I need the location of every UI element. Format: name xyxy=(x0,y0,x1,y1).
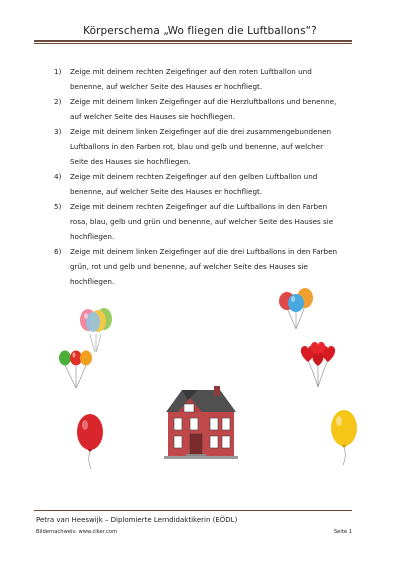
instruction-item xyxy=(54,124,354,169)
instruction-line: rosa, blau, gelb und grün und benenne, auf welcher Seite des Hauses sie xyxy=(70,217,334,226)
instruction-item xyxy=(54,199,354,244)
footer-author: Petra van Heeswijk – Diplomierte Lerndidaktikerin (EÖDL) xyxy=(36,516,238,524)
instruction-item xyxy=(54,64,354,94)
instruction-item xyxy=(54,244,354,289)
instruction-line: auf welcher Seite des Hauses sie hochfliegen. xyxy=(70,112,236,121)
heart-balloons-icon xyxy=(296,340,340,388)
instruction-number: 1) xyxy=(54,67,62,76)
page-title: Körperschema „Wo fliegen die Luftballons“? xyxy=(83,25,317,37)
footer-credit: Bildernachweis: www.clker.com xyxy=(36,529,118,535)
instruction-item xyxy=(54,94,354,124)
instruction-line: Zeige mit deinem rechten Zeigefinger auf den roten Luftballon und xyxy=(70,67,312,76)
instruction-line: hochfliegen. xyxy=(70,277,115,286)
instruction-line: Seite des Hauses sie hochfliegen. xyxy=(70,157,191,166)
header-rule xyxy=(34,40,352,42)
instruction-line: Zeige mit deinem rechten Zeigefinger auf den gelben Luftballon und xyxy=(70,172,318,181)
instruction-number: 3) xyxy=(54,127,62,136)
header-rule-thin xyxy=(34,43,352,44)
house-icon xyxy=(160,386,240,460)
balloons-pink-blue-yellow-green-icon xyxy=(76,304,116,354)
instruction-line: Zeige mit deinem linken Zeigefinger auf die drei Luftballons in den Farben xyxy=(70,247,338,256)
page-number: Seite 1 xyxy=(333,529,352,535)
instruction-line: Zeige mit deinem rechten Zeigefinger auf die Luftballons in den Farben xyxy=(70,202,328,211)
instruction-line: benenne, auf welcher Seite des Hauses er hochfliegt. xyxy=(70,82,263,91)
instruction-line: grün, rot und gelb und benenne, auf welcher Seite des Hauses sie xyxy=(70,262,308,271)
instruction-number: 4) xyxy=(54,172,62,181)
balloons-red-blue-yellow-icon xyxy=(274,286,318,330)
footer-rule xyxy=(34,510,352,511)
instruction-item xyxy=(54,169,354,199)
balloons-green-red-yellow-icon xyxy=(56,348,96,390)
instruction-line: benenne, auf welcher Seite des Hauses er hochfliegt. xyxy=(70,187,263,196)
instruction-line: hochfliegen. xyxy=(70,232,115,241)
instruction-number: 6) xyxy=(54,247,62,256)
instruction-number: 2) xyxy=(54,97,62,106)
instruction-list xyxy=(54,64,354,289)
balloon-yellow-icon xyxy=(328,408,360,466)
instruction-line: Zeige mit deinem linken Zeigefinger auf die Herzluftballons und benenne, xyxy=(70,97,337,106)
instruction-number: 5) xyxy=(54,202,62,211)
instruction-line: Zeige mit deinem linken Zeigefinger auf die drei zusammengebundenen xyxy=(70,127,332,136)
instruction-line: Luftballons in den Farben rot, blau und gelb und benenne, auf welcher xyxy=(70,142,324,151)
balloon-red-icon xyxy=(74,412,106,470)
